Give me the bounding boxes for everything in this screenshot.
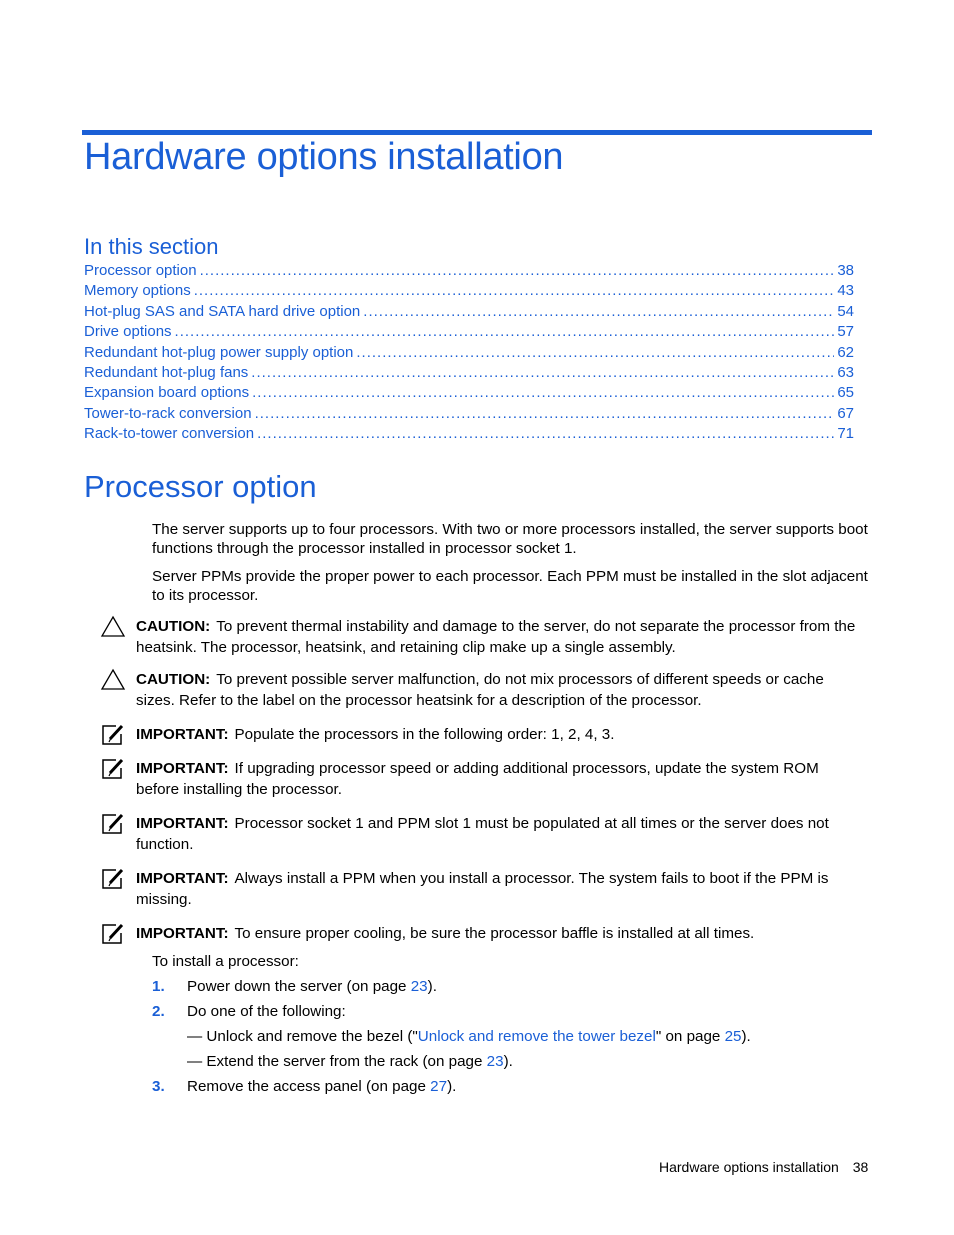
step-text-end: ).	[447, 1078, 457, 1095]
substep-text: — Unlock and remove the bezel ("	[187, 1028, 418, 1045]
toc-entry-label[interactable]: Redundant hot-plug power supply option	[84, 343, 354, 361]
page-link[interactable]: 27	[430, 1078, 448, 1095]
chapter-title: Hardware options installation	[84, 136, 564, 178]
toc-entry-page[interactable]: 38	[837, 262, 854, 279]
procedure-substep	[187, 1027, 867, 1046]
important-note	[100, 924, 870, 945]
toc-leader	[356, 344, 834, 361]
cross-reference-link[interactable]: Unlock and remove the tower bezel	[417, 1028, 656, 1045]
toc-leader	[175, 323, 835, 340]
toc-entry-page[interactable]: 67	[837, 404, 854, 422]
toc-leader	[200, 262, 835, 279]
toc-entry-label[interactable]: Rack-to-tower conversion	[84, 425, 255, 443]
toc-entry-label[interactable]: Redundant hot-plug fans	[84, 363, 249, 381]
note-label: IMPORTANT:	[136, 815, 229, 832]
procedure-step	[152, 1077, 852, 1096]
caution-icon	[100, 615, 126, 639]
step-text: Power down the server (on page	[187, 978, 411, 995]
body-paragraph: The server supports up to four processors. With two or more processors installed, the server supports boot functions through the processor installed in processor socket 1.	[152, 521, 868, 557]
note-label: IMPORTANT:	[136, 760, 229, 777]
note-label: IMPORTANT:	[136, 925, 229, 942]
step-number: 2.	[152, 1003, 165, 1020]
page-link[interactable]: 23	[486, 1053, 504, 1070]
caution-icon	[100, 668, 126, 692]
toc-entry[interactable]	[84, 405, 854, 425]
toc-entry-page[interactable]: 63	[837, 363, 854, 381]
important-note	[100, 814, 870, 855]
table-of-contents	[84, 262, 854, 446]
note-label: CAUTION:	[136, 618, 211, 635]
toc-entry-label[interactable]: Processor option	[84, 262, 197, 279]
footer-page-number: 38	[852, 1159, 869, 1175]
important-note	[100, 725, 870, 746]
toc-leader	[194, 282, 835, 299]
toc-entry[interactable]	[84, 344, 854, 364]
body-paragraph: Server PPMs provide the proper power to each processor. Each PPM must be installed in the slot adjacent to its processor.	[152, 568, 868, 604]
substep-text-end: ).	[741, 1028, 751, 1045]
important-icon	[100, 922, 126, 946]
toc-entry-label[interactable]: Memory options	[84, 282, 191, 300]
step-text: Do one of the following:	[187, 1003, 346, 1020]
note-text: before installing the processor.	[136, 780, 342, 798]
important-icon	[100, 723, 126, 747]
toc-entry[interactable]	[84, 303, 854, 323]
important-icon	[100, 867, 126, 891]
substep-text: " on page	[655, 1028, 725, 1045]
section-title: Processor option	[84, 469, 317, 504]
toc-leader	[257, 425, 834, 442]
step-number: 1.	[152, 978, 165, 995]
step-text: Remove the access panel (on page	[187, 1078, 431, 1095]
note-text: To ensure proper cooling, be sure the processor baffle is installed at all times.	[234, 925, 755, 942]
toc-entry-page[interactable]: 57	[837, 323, 854, 341]
toc-leader	[363, 303, 834, 320]
toc-entry-label[interactable]: Expansion board options	[84, 384, 250, 402]
note-text: If upgrading processor speed or adding additional processors, update the system ROM	[234, 760, 819, 777]
toc-entry-page[interactable]: 54	[837, 302, 854, 320]
toc-entry[interactable]	[84, 282, 854, 302]
toc-entry-page[interactable]: 62	[837, 343, 854, 361]
toc-entry-page[interactable]: 71	[837, 425, 854, 443]
toc-entry-page[interactable]: 43	[837, 282, 854, 300]
toc-entry-label[interactable]: Tower-to-rack conversion	[84, 404, 252, 422]
note-text: Always install a PPM when you install a processor. The system fails to boot if the PPM is	[234, 870, 829, 887]
important-note	[100, 869, 870, 910]
caution-note	[100, 670, 870, 711]
toc-entry-label[interactable]: Drive options	[84, 323, 172, 341]
toc-entry[interactable]	[84, 384, 854, 404]
toc-leader	[255, 405, 835, 422]
note-text: To prevent possible server malfunction, do not mix processors of different speeds or cache	[216, 671, 824, 688]
note-text: sizes. Refer to the label on the processor heatsink for a description of the processor.	[136, 691, 702, 709]
note-text: missing.	[136, 890, 192, 908]
caution-note	[100, 617, 870, 658]
toc-leader	[252, 384, 834, 401]
toc-entry[interactable]	[84, 262, 854, 282]
substep-text-end: ).	[503, 1053, 513, 1070]
step-text-end: ).	[427, 978, 437, 995]
page-link[interactable]: 23	[410, 978, 428, 995]
note-label: IMPORTANT:	[136, 870, 229, 887]
note-text: Populate the processors in the following order: 1, 2, 4, 3.	[234, 726, 615, 743]
procedure-substep	[187, 1052, 867, 1071]
procedure-intro: To install a processor:	[152, 953, 299, 970]
footer-title: Hardware options installation	[659, 1159, 839, 1175]
note-text: To prevent thermal instability and damage to the server, do not separate the processor from the	[216, 618, 856, 635]
important-note	[100, 759, 870, 800]
substep-text: — Extend the server from the rack (on page	[187, 1053, 487, 1070]
toc-entry[interactable]	[84, 364, 854, 384]
page-footer	[659, 1159, 868, 1175]
toc-entry-label[interactable]: Hot-plug SAS and SATA hard drive option	[84, 302, 361, 320]
toc-leader	[251, 364, 834, 381]
note-text: heatsink. The processor, heatsink, and retaining clip make up a single assembly.	[136, 638, 676, 656]
important-icon	[100, 757, 126, 781]
step-number: 3.	[152, 1078, 165, 1095]
note-label: IMPORTANT:	[136, 726, 229, 743]
note-label: CAUTION:	[136, 671, 211, 688]
page-link[interactable]: 25	[724, 1028, 742, 1045]
procedure-step	[152, 1002, 852, 1021]
toc-entry[interactable]	[84, 323, 854, 343]
chapter-rule	[82, 130, 872, 135]
note-text: function.	[136, 835, 194, 853]
toc-entry[interactable]	[84, 425, 854, 445]
in-this-section-heading: In this section	[84, 234, 219, 259]
note-text: Processor socket 1 and PPM slot 1 must be populated at all times or the server does not	[234, 815, 829, 832]
toc-entry-page[interactable]: 65	[837, 384, 854, 402]
procedure-step	[152, 977, 852, 996]
important-icon	[100, 812, 126, 836]
